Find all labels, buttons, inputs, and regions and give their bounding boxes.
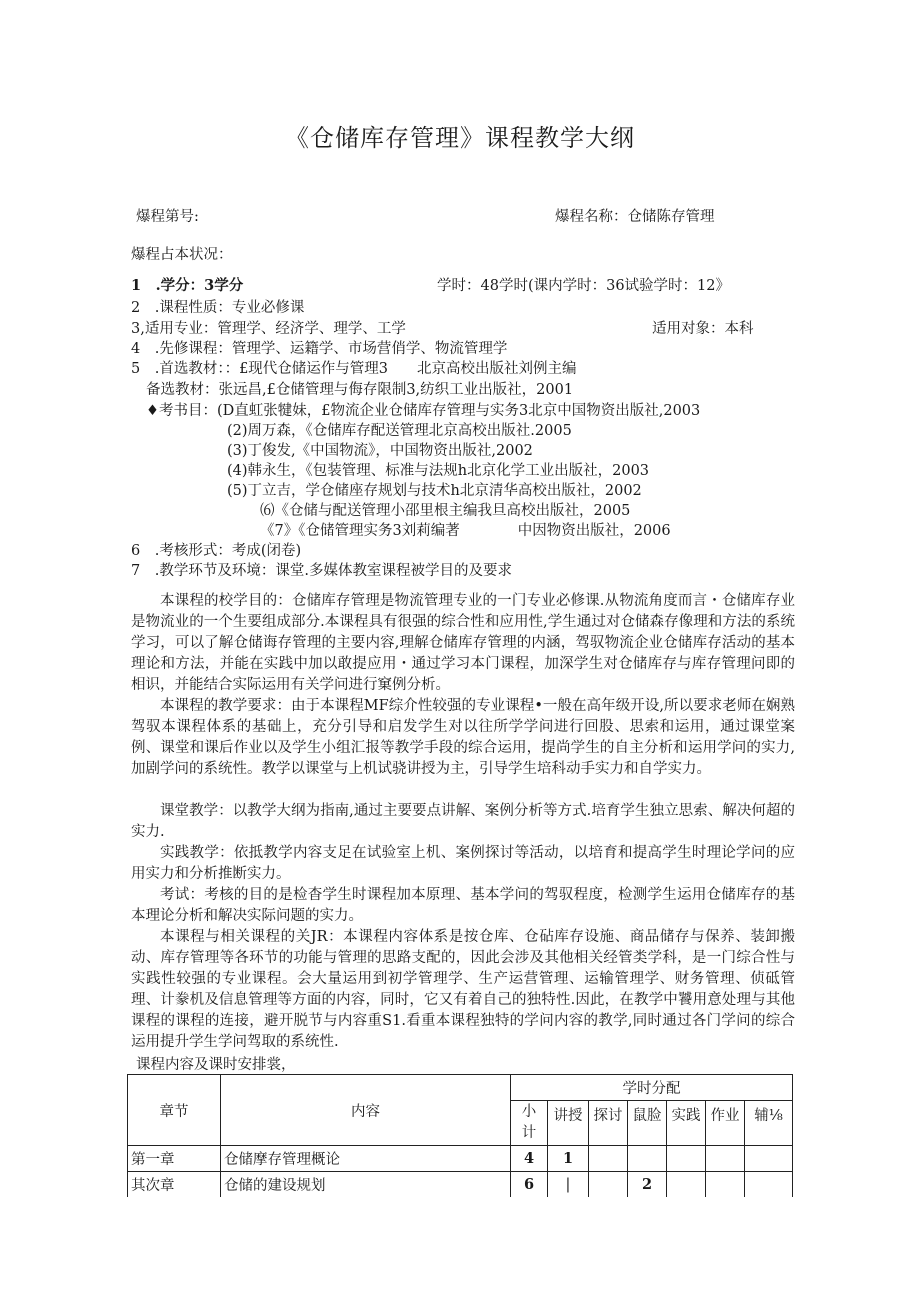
cell-lecture: | [548,1172,589,1198]
header-lecture: 讲授 [548,1101,589,1146]
environment-line: 7 .教学环节及环境：课堂.多媒体教室课程被学目的及要求 [131,563,512,579]
cell-lab: 2 [628,1172,667,1198]
paragraph-exam: 考试：考核的目的是检杳学生时课程加本原理、基本学问的驾驭程度，检测学生运用仓储库存的基本理论分析和解决实际问题的实力。 [131,887,795,924]
header-allocation: 学时分配 [511,1075,793,1101]
table-caption: 课程内容及课时安排裳， [136,1057,296,1073]
cell-discussion [589,1146,628,1172]
cell-content: 仓储的建设规划 [221,1172,511,1198]
cell-total: 6 [511,1172,548,1198]
paragraph-classroom: 课堂教学：以教学大纲为指南,通过主要要点讲解、案例分析等方式.培育学生独立思索、解决何超的实力. [131,803,795,840]
cell-homework [706,1146,745,1172]
reference-item: (4)韩永生，《包装管理、标准与法规h北京化学工业出版社，2003 [227,463,650,479]
cell-auxiliary [745,1146,793,1172]
cell-practice [667,1146,706,1172]
paragraph-objectives: 本课程的校学目的：仓储库存管理是物流管理专业的一门专业必修课.从物流角度而言・仓储库存业是物流业的一个生要组成部分.本课程具有很强的综合性和应用性,学生通过对仓储森存像理和方法的系统学习，可以了解仓储诲存管理的主要内容,理解仓储库存管理的内涵，驾驭物流企业仓储库存活动的基本理论和方法，并能在实践中加以敢提应用・通过学习本门课程，加深学生对仓储库存与库存管理问即的相识，并能结合实际运用有关学问进行窠例分析。 [131,593,795,693]
reference-item: (3)丁俊发,《中国物流》，中国物资出版社,2002 [227,443,533,459]
basic-info-label: 爆程占本状况： [131,247,233,263]
table-row [128,1172,793,1198]
cell-practice [667,1172,706,1198]
schedule-table [127,1074,793,1197]
paragraph-relations: 本课程与相关课程的关JR：本课程内容体系是按仓库、仓砧库存设施、商品储存与保养、装卸搬动、库存管理等各环节的功能与管理的思路支配的，因此会涉及其他相关经管类学科，是一门综合性与实践性较强的专业课程。会大量运用到初学管理学、生产运营管理、运输管理学、财务管理、侦砥管理、计豢机及信息管理等方面的内容，同时，它又有着自己的独特性.因此，在教学中饕用意处理与其他课程的课程的连接，避开脱节与内容重S1.看重本课程独特的学问内容的教学,同时通过各门学问的综合运用提升学生学问驾取的系统性. [131,929,795,1050]
cell-homework [706,1172,745,1198]
header-subtotal [511,1101,548,1146]
paragraph-requirements: 本课程的教学要求：由于本课程MF综介性较强的专业课程•一般在高年级开设,所以要求老师在娴熟驾驭本课程体系的基础上，充分引导和启发学生对以往所学学问进行回股、思索和运用，通过课堂案例、课堂和课后作业以及学生小组汇报等教学手段的综合运用，提尚学生的自主分析和运用学问的实力,加剧学问的系统性。教学以课堂与上机试骁讲授为主，引导学生培科动手实力和自学实力。 [131,698,795,777]
header-practice: 实践 [667,1101,706,1146]
header-subtotal-bottom: 计 [521,1125,537,1141]
reference-item: (5)丁立吉，学仓储座存规划与技术h北京清华高校出版社，2002 [227,483,642,499]
header-content: 内容 [221,1075,511,1146]
credit-line: 1 .学分：3学分 [131,277,244,294]
course-name-label: 爆程名称：仓储陈存管理 [555,209,715,225]
header-subtotal-top: 小 [521,1104,537,1120]
cell-discussion [589,1172,628,1198]
course-code-label: 爆程第号: [136,209,199,225]
header-discussion: 探讨 [589,1101,628,1146]
cell-lecture: 1 [548,1146,589,1172]
header-homework: 作业 [706,1101,745,1146]
nature-line: 2 .课程性质：专业必修课 [131,300,305,316]
audience-line: 适用对象：本科 [652,321,754,337]
reference-item: 《7》《仓储管理实务3刘莉编著 中因物资出版社，2006 [260,523,671,539]
prereq-line: 4 .先修课程：管理学、运籍学、市场营俏学、物流管理学 [131,341,508,357]
header-chapter: 章节 [128,1075,221,1146]
table-row [128,1146,793,1172]
hours-line: 学时：48学时(课内学时：36试验学时：12》 [437,278,731,294]
textbook-line: 5 .首选教材：：£现代仓储运作与管理3 北京高校出版社刘例主编 [131,361,577,377]
cell-chapter: 其次章 [128,1172,221,1198]
page-title: 《仓储库存管理》课程教学大纲 [285,124,635,152]
reference-item: ⑹《仓储与配送管理小邵里根主编我旦高校出版社，2005 [260,503,631,519]
header-auxiliary: 辅⅛ [745,1101,793,1146]
reference-item: ♦考书目：(D直虹张犍妹，£物流企业仓储库存管理与实务3北京中国物资出版社,2003 [146,403,701,419]
major-line: 3,适用专业：管理学、经济学、理学、工学 [131,321,406,337]
cell-auxiliary [745,1172,793,1198]
cell-lab [628,1146,667,1172]
cell-total: 4 [511,1146,548,1172]
cell-content: 仓储摩存管理概论 [221,1146,511,1172]
cell-chapter: 第一章 [128,1146,221,1172]
exam-line: 6 .考核形式：考成(闭卷) [131,543,302,559]
reference-item: (2)周万森，《仓储库存配送管理北京高校出版社.2005 [227,423,572,439]
header-lab: 鼠脸 [628,1101,667,1146]
alt-textbook-line: 备选教材：张远昌,£仓储管理与侮存限制3,纺织工业出版社，2001 [146,382,574,398]
paragraph-practice: 实践教学：依抵教学内容支足在试验室上机、案例探讨等活动，以培育和提高学生时理论学问的应用实力和分析推断实力。 [131,845,795,882]
